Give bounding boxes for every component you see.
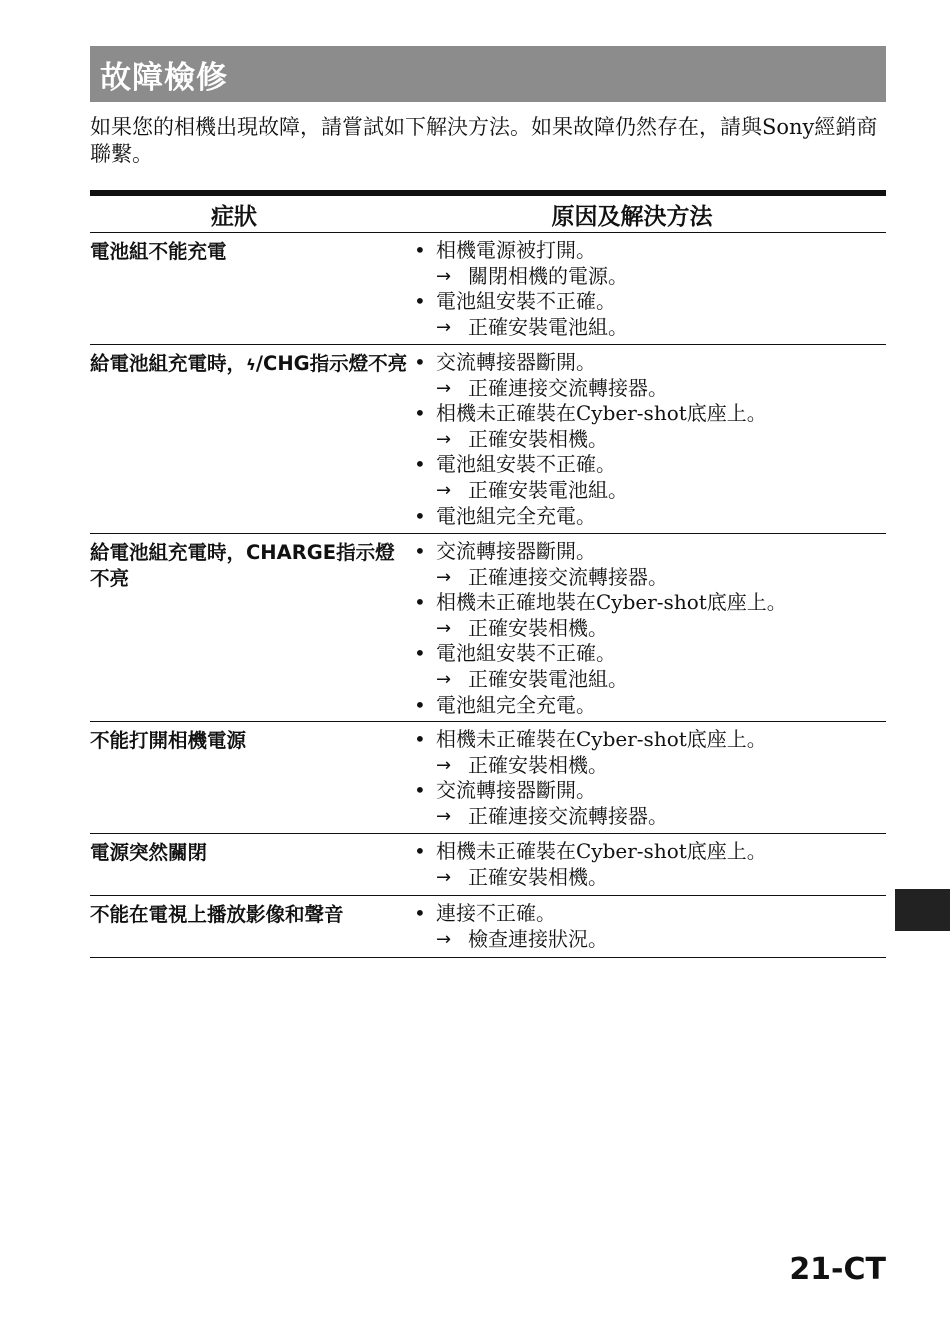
arrow-icon: → xyxy=(436,928,452,950)
cause-item: • 相機未正確裝在Cyber-shot底座上。 xyxy=(414,727,767,751)
bullet-icon: • xyxy=(414,839,426,863)
header-cause: 原因及解決方法 xyxy=(551,203,713,230)
bullet-icon: • xyxy=(414,289,426,314)
bullet-icon: • xyxy=(414,539,426,563)
cause-item: • 電池組安裝不正確。 xyxy=(414,452,616,477)
table-row xyxy=(90,345,886,534)
cause-cell xyxy=(408,727,886,833)
symptom-cell: 不能在電視上播放影像和聲音 xyxy=(90,903,344,926)
symptom-cell: 電源突然關閉 xyxy=(90,841,208,864)
fix-item: → 正確連接交流轉接器。 xyxy=(436,564,668,589)
cause-item: • 相機未正確地裝在Cyber-shot底座上。 xyxy=(414,590,787,615)
bullet-icon: • xyxy=(414,641,426,666)
bullet-icon: • xyxy=(414,452,426,477)
cause-item: • 交流轉接器斷開。 xyxy=(414,539,596,563)
cause-item: • 電池組安裝不正確。 xyxy=(414,641,616,666)
arrow-icon: → xyxy=(436,805,452,827)
page-title: 故障檢修 xyxy=(100,59,228,96)
cause-item: • 相機未正確裝在Cyber-shot底座上。 xyxy=(414,839,767,863)
cause-item: • 電池組完全充電。 xyxy=(414,692,596,717)
cause-item: • 相機未正確裝在Cyber-shot底座上。 xyxy=(414,401,767,426)
fix-item: → 關閉相機的電源。 xyxy=(436,263,628,288)
cause-item: • 交流轉接器斷開。 xyxy=(414,778,596,803)
fix-item: → 正確安裝相機。 xyxy=(436,864,608,889)
fix-item: → 正確安裝電池組。 xyxy=(436,477,628,502)
bullet-icon: • xyxy=(414,590,426,615)
bullet-icon: • xyxy=(414,401,426,426)
fix-item: → 正確安裝相機。 xyxy=(436,752,608,777)
section-title-bar xyxy=(90,46,886,102)
arrow-icon: → xyxy=(436,866,452,888)
cause-cell xyxy=(408,238,886,344)
cause-item: • 交流轉接器斷開。 xyxy=(414,350,596,374)
bullet-icon: • xyxy=(414,692,426,717)
cause-item: • 連接不正確。 xyxy=(414,901,556,925)
fix-item: → 正確安裝相機。 xyxy=(436,615,608,640)
arrow-icon: → xyxy=(436,316,452,338)
section-tab-marker xyxy=(895,889,950,931)
arrow-icon: → xyxy=(436,265,452,287)
fix-item: → 正確安裝電池組。 xyxy=(436,666,628,691)
cause-cell xyxy=(408,350,886,533)
table-row xyxy=(90,534,886,722)
bullet-icon: • xyxy=(414,238,426,262)
cause-cell xyxy=(408,901,886,957)
symptom-cell: 不能打開相機電源 xyxy=(90,729,247,752)
cause-item: • 電池組安裝不正確。 xyxy=(414,289,616,314)
table-row xyxy=(90,896,886,958)
cause-cell xyxy=(408,539,886,721)
fix-item: → 檢查連接狀況。 xyxy=(436,926,608,951)
troubleshooting-table xyxy=(90,190,886,958)
arrow-icon: → xyxy=(436,479,452,501)
bullet-icon: • xyxy=(414,901,426,925)
fix-item: → 正確連接交流轉接器。 xyxy=(436,803,668,828)
cause-cell xyxy=(408,839,886,895)
arrow-icon: → xyxy=(436,566,452,588)
page-number: 21-CT xyxy=(789,1252,886,1287)
symptom-cell: 給電池組充電時，ϟ/CHG指示燈不亮 xyxy=(90,352,408,375)
symptom-cell: 電池組不能充電 xyxy=(90,240,227,263)
intro-paragraph: 如果您的相機出現故障，請嘗試如下解決方法。如果故障仍然存在，請與Sony經銷商聯繫。 xyxy=(90,115,878,166)
bullet-icon: • xyxy=(414,727,426,751)
arrow-icon: → xyxy=(436,377,452,399)
arrow-icon: → xyxy=(436,668,452,690)
fix-item: → 正確連接交流轉接器。 xyxy=(436,375,668,400)
cause-item: • 電池組完全充電。 xyxy=(414,503,596,528)
cause-item: • 相機電源被打開。 xyxy=(414,238,596,262)
flash-icon: ϟ xyxy=(246,356,256,374)
bullet-icon: • xyxy=(414,778,426,803)
header-symptom: 症狀 xyxy=(211,203,257,230)
table-row xyxy=(90,233,886,345)
table-row xyxy=(90,722,886,834)
table-header xyxy=(90,196,886,233)
table-row xyxy=(90,834,886,896)
bullet-icon: • xyxy=(414,503,426,528)
fix-item: → 正確安裝相機。 xyxy=(436,426,608,451)
arrow-icon: → xyxy=(436,428,452,450)
bullet-icon: • xyxy=(414,350,426,374)
arrow-icon: → xyxy=(436,754,452,776)
arrow-icon: → xyxy=(436,617,452,639)
symptom-cell: 給電池組充電時，CHARGE指示燈不亮 xyxy=(90,541,395,590)
fix-item: → 正確安裝電池組。 xyxy=(436,314,628,339)
